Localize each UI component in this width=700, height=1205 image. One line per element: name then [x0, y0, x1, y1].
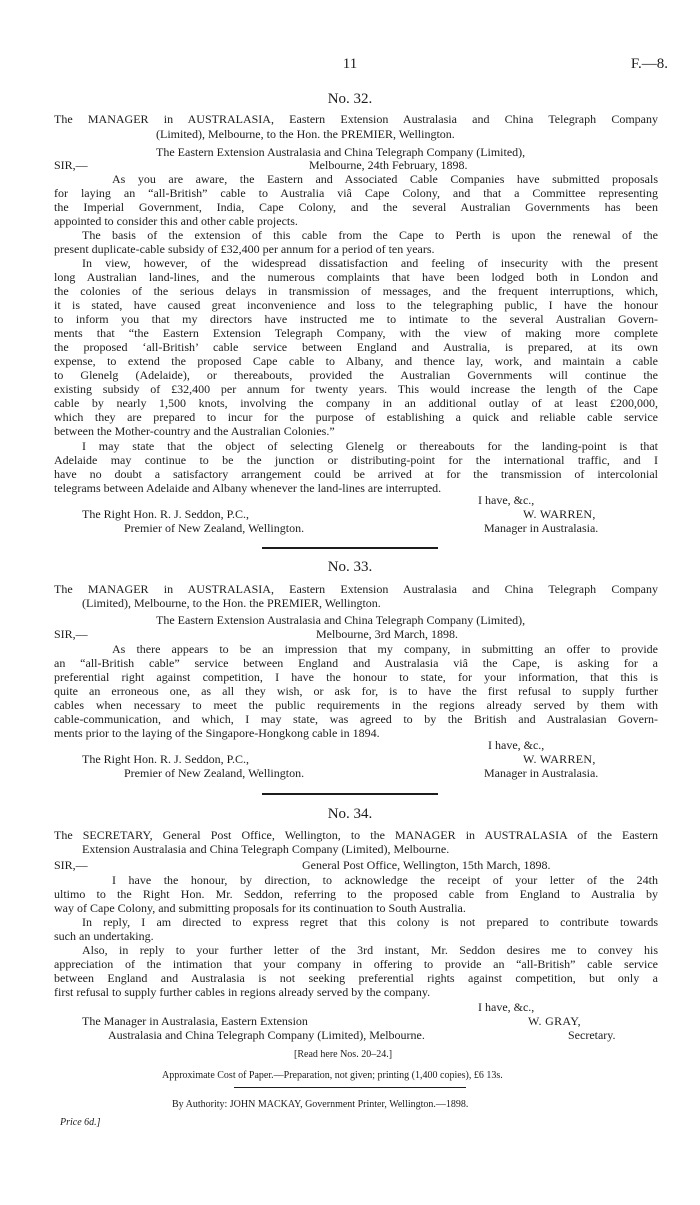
section-rule — [262, 793, 438, 795]
salutation: SIR,— — [54, 627, 88, 641]
body-line: The basis of the extension of this cable from the Cape to Perth is upon the renewal of the — [82, 228, 658, 242]
body-line: which they are prepared to incur for the purpose of establishing a quick and reliable cable service — [54, 410, 658, 424]
letter-number: No. 32. — [327, 91, 373, 107]
body-line: preferential right against competition, I have the honour to state, for your information, that this is — [54, 670, 658, 684]
page-number: 11 — [342, 56, 358, 72]
closing: I have, &c., — [488, 738, 545, 752]
body-line: telegrams between Adelaide and Albany whenever the land-lines are interrupted. — [54, 481, 442, 495]
signatory: W. WARREN, — [523, 507, 596, 521]
letter-address-line: The SECRETARY, General Post Office, Wellington, to the MANAGER in AUSTRALASIA of the Eastern — [54, 828, 658, 842]
body-line: present duplicate-cable subsidy of £32,400 per annum for a period of ten years. — [54, 242, 435, 256]
body-line: expense, to extend the proposed Cape cable to Albany, and thence lay, work, and maintain a cable — [54, 354, 658, 368]
body-line: quite an erroneous one, as all they wish, or ask for, is to have the first refusal to supply further — [54, 684, 658, 698]
place-date: Melbourne, 3rd March, 1898. — [316, 627, 458, 641]
signatory: W. WARREN, — [523, 752, 596, 766]
body-line: cable-communication, and which, I may state, was agreed to by the British and Australasian Govern- — [54, 712, 658, 726]
body-line: the proposed ‘all-British’ cable service between England and Australia, is prepared, at its own — [54, 340, 658, 354]
place-date: Melbourne, 24th February, 1898. — [309, 158, 468, 172]
body-line: the colonies of the serious delays in transmission of messages, and the frequent interruptions, which, — [54, 284, 658, 298]
addressee: The Manager in Australasia, Eastern Extension — [82, 1014, 308, 1028]
body-line: for laying an “all-British” cable to Australia viâ Cape Colony, and that a Committee representing — [54, 186, 658, 200]
addressee: The Right Hon. R. J. Seddon, P.C., — [82, 507, 250, 521]
body-line: the Imperial Government, India, Cape Colony, and the several Australian Governments has been — [54, 200, 658, 214]
body-line: it is stated, have caused great inconvenience and loss to the telegraphing public, I have the honour — [54, 298, 658, 312]
salutation: SIR,— — [54, 158, 88, 172]
series-number: F.—8. — [630, 56, 668, 72]
body-line: to inform you that my directors have instructed me to intimate to the several Australian Govern- — [54, 312, 658, 326]
letter-address-line: (Limited), Melbourne, to the Hon. the PREMIER, Wellington. — [156, 127, 455, 141]
body-line: such an undertaking. — [54, 929, 154, 943]
footer-rule — [234, 1087, 466, 1088]
letter-address-line: (Limited), Melbourne, to the Hon. the PREMIER, Wellington. — [82, 596, 381, 610]
body-line: As you are aware, the Eastern and Associated Cable Companies have submitted proposals — [112, 172, 658, 186]
body-line: appreciation of the intimation that your company in offering to provide an “all-British” cable service — [54, 957, 658, 971]
body-line: existing subsidy of £32,400 per annum for twenty years. This would increase the length of the Cape — [54, 382, 658, 396]
body-line: I may state that the object of selecting Glenelg or thereabouts for the landing-point is that — [82, 439, 658, 453]
body-line: way of Cape Colony, and submitting proposals for its continuation to South Australia. — [54, 901, 466, 915]
signatory: W. GRAY, — [528, 1014, 581, 1028]
salutation: SIR,— — [54, 858, 88, 872]
letter-address-line: Extension Australasia and China Telegraph Company (Limited), Melbourne. — [82, 842, 450, 856]
body-line: Also, in reply to your further letter of the 3rd instant, Mr. Seddon desires me to convey his — [82, 943, 658, 957]
price-note: Price 6d.] — [60, 1117, 101, 1128]
body-line: between the Mother-country and the Australian Colonies.” — [54, 424, 335, 438]
section-rule — [262, 547, 438, 549]
body-line: an “all-British cable” service between England and Australasia viâ the Cape, is asking for a — [54, 656, 658, 670]
body-line: ultimo to the Right Hon. Mr. Seddon, referring to the proposed cable from England to Australia by — [54, 887, 658, 901]
letter-number: No. 34. — [327, 806, 373, 822]
body-line: ments prior to the laying of the Singapore-Hongkong cable in 1894. — [54, 726, 380, 740]
body-line: appointed to consider this and other cable projects. — [54, 214, 298, 228]
closing: I have, &c., — [478, 493, 535, 507]
place-date: General Post Office, Wellington, 15th March, 1898. — [302, 858, 551, 872]
body-line: Adelaide may continue to be the junction or distributing-point for the international traffic, and I — [54, 453, 658, 467]
body-line: long Australian land-lines, and the numerous complaints that have been lodged both in London and — [54, 270, 658, 284]
addressee: Australasia and China Telegraph Company (Limited), Melbourne. — [108, 1028, 425, 1042]
letter-sender: The Eastern Extension Australasia and China Telegraph Company (Limited), — [156, 613, 526, 627]
body-line: cables when necessary to meet the public requirements in the regions already served by them with — [54, 698, 658, 712]
body-line: ments that “the Eastern Extension Telegraph Company, with the view of making more complete — [54, 326, 658, 340]
letter-address-line: The MANAGER in AUSTRALASIA, Eastern Extension Australasia and China Telegraph Company — [54, 112, 658, 126]
printer-authority: By Authority: JOHN MACKAY, Government Printer, Wellington.—1898. — [172, 1099, 469, 1110]
addressee: The Right Hon. R. J. Seddon, P.C., — [82, 752, 250, 766]
closing: I have, &c., — [478, 1000, 535, 1014]
body-line: between England and Australasia is not seeking preferential rights against competition, but only a — [54, 971, 658, 985]
read-here-note: [Read here Nos. 20–24.] — [294, 1049, 393, 1060]
letter-sender: The Eastern Extension Australasia and China Telegraph Company (Limited), — [156, 145, 526, 159]
body-line: In view, however, of the widespread dissatisfaction and feeling of insecurity with the present — [82, 256, 658, 270]
letter-address-line: The MANAGER in AUSTRALASIA, Eastern Extension Australasia and China Telegraph Company — [54, 582, 658, 596]
cost-note: Approximate Cost of Paper.—Preparation, not given; printing (1,400 copies), £6 13s. — [162, 1070, 503, 1081]
addressee: Premier of New Zealand, Wellington. — [124, 521, 305, 535]
body-line: first refusal to supply further cables in regions already served by the company. — [54, 985, 431, 999]
body-line: In reply, I am directed to express regret that this colony is not prepared to contribute towards — [82, 915, 658, 929]
signatory-title: Secretary. — [568, 1028, 616, 1042]
body-line: have no doubt a satisfactory arrangement could be arrived at for the transmission of intercolonial — [54, 467, 658, 481]
body-line: I have the honour, by direction, to acknowledge the receipt of your letter of the 24th — [112, 873, 658, 887]
signatory-title: Manager in Australasia. — [484, 521, 599, 535]
signatory-title: Manager in Australasia. — [484, 766, 599, 780]
body-line: As there appears to be an impression that my company, in submitting an offer to provide — [112, 642, 658, 656]
body-line: cable by nearly 1,500 knots, involving the company in an additional outlay of at least £200,000, — [54, 396, 658, 410]
addressee: Premier of New Zealand, Wellington. — [124, 766, 305, 780]
body-line: to Glenelg (Adelaide), or thereabouts, provided the Australian Governments will continue the — [54, 368, 658, 382]
letter-number: No. 33. — [327, 559, 373, 575]
